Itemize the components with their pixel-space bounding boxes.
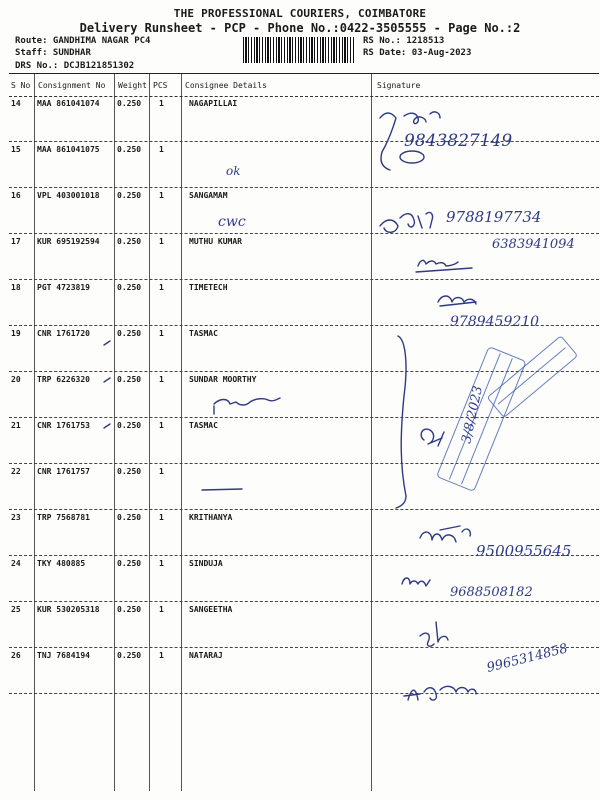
cell-consignment: TNJ 7684194 [37, 651, 90, 660]
table-header [9, 74, 599, 97]
cell-weight: 0.250 [117, 237, 142, 246]
cell-consignment: KUR 695192594 [37, 237, 100, 246]
drs-number: DRS No.: DCJB121851302 [15, 61, 135, 71]
table-row [9, 510, 599, 556]
cell-weight: 0.250 [117, 421, 142, 430]
cell-consignee: SANGEETHA [189, 605, 233, 614]
route-label: Route: GANDHIMA NAGAR PC4 [15, 36, 151, 46]
cell-pcs: 1 [159, 651, 164, 660]
barcode [243, 37, 355, 63]
handwritten-note-16: cwc [218, 214, 246, 230]
cell-sno: 23 [11, 513, 21, 522]
cell-consignment: KUR 530205318 [37, 605, 100, 614]
cell-weight: 0.250 [117, 191, 142, 200]
col-consignee: Consignee Details [185, 81, 267, 90]
cell-weight: 0.250 [117, 651, 142, 660]
col-consignment: Consignment No [38, 81, 106, 90]
cell-sno: 19 [11, 329, 21, 338]
cell-sno: 22 [11, 467, 21, 476]
cell-consignee: NATARAJ [189, 651, 223, 660]
cell-pcs: 1 [159, 421, 164, 430]
table-row [9, 280, 599, 326]
cell-consignee: KRITHANYA [189, 513, 233, 522]
cell-consignment: PGT 4723819 [37, 283, 90, 292]
handwritten-phone-24: 9688508182 [450, 585, 533, 600]
cell-pcs: 1 [159, 513, 164, 522]
cell-sno: 21 [11, 421, 21, 430]
cell-consignee: TIMETECH [189, 283, 228, 292]
table-row [9, 556, 599, 602]
table-row [9, 418, 599, 464]
cell-pcs: 1 [159, 283, 164, 292]
cell-pcs: 1 [159, 191, 164, 200]
cell-pcs: 1 [159, 329, 164, 338]
col-weight: Weight [118, 81, 147, 90]
cell-consignee: NAGAPILLAI [189, 99, 238, 108]
cell-weight: 0.250 [117, 283, 142, 292]
cell-consignment: CNR 1761757 [37, 467, 90, 476]
table-row [9, 464, 599, 510]
cell-weight: 0.250 [117, 375, 142, 384]
handwritten-phone-16: 9788197734 [446, 208, 542, 226]
table-row [9, 188, 599, 234]
cell-pcs: 1 [159, 145, 164, 154]
table-row [9, 372, 599, 418]
cell-consignee: SINDUJA [189, 559, 223, 568]
table-row [9, 648, 599, 694]
table-row [9, 326, 599, 372]
cell-pcs: 1 [159, 375, 164, 384]
cell-consignee: MUTHU KUMAR [189, 237, 242, 246]
table-row [9, 142, 599, 188]
cell-sno: 18 [11, 283, 21, 292]
handwritten-phone-26: 9965314858 [485, 641, 570, 676]
cell-consignment: MAA 861041075 [37, 145, 100, 154]
cell-pcs: 1 [159, 99, 164, 108]
cell-consignee: TASMAC [189, 329, 218, 338]
cell-sno: 20 [11, 375, 21, 384]
runsheet-title: Delivery Runsheet - PCP - Phone No.:0422-3505555 - Page No.:2 [79, 21, 521, 35]
cell-consignment: TRP 7568781 [37, 513, 90, 522]
handwritten-phone-17: 6383941094 [492, 237, 575, 252]
rs-number: RS No.: 1218513 [363, 36, 445, 46]
cell-consignee: TASMAC [189, 421, 218, 430]
cell-sno: 25 [11, 605, 21, 614]
table-row [9, 234, 599, 280]
table-row [9, 96, 599, 142]
rs-date: RS Date: 03-Aug-2023 [363, 48, 472, 58]
handwritten-date-21: 3/8/2023 [459, 384, 487, 445]
cell-sno: 24 [11, 559, 21, 568]
cell-consignee: SANGAMAM [189, 191, 228, 200]
cell-pcs: 1 [159, 467, 164, 476]
handwritten-phone-18: 9789459210 [450, 314, 540, 330]
cell-consignee: SUNDAR MOORTHY [189, 375, 257, 384]
cell-consignment: MAA 861041074 [37, 99, 100, 108]
col-signature: Signature [377, 81, 421, 90]
cell-weight: 0.250 [117, 99, 142, 108]
cell-weight: 0.250 [117, 145, 142, 154]
cell-consignment: CNR 1761720 [37, 329, 90, 338]
cell-weight: 0.250 [117, 467, 142, 476]
cell-consignment: TKY 480885 [37, 559, 86, 568]
cell-weight: 0.250 [117, 513, 142, 522]
cell-weight: 0.250 [117, 329, 142, 338]
cell-weight: 0.250 [117, 559, 142, 568]
col-sno: S No [11, 81, 31, 90]
company-name: THE PROFESSIONAL COURIERS, COIMBATORE [173, 7, 427, 20]
table-row [9, 602, 599, 648]
cell-sno: 14 [11, 99, 21, 108]
handwritten-phone-14: 9843827149 [404, 131, 513, 151]
cell-sno: 26 [11, 651, 21, 660]
handwritten-note-15: ok [226, 164, 241, 178]
cell-pcs: 1 [159, 237, 164, 246]
cell-sno: 17 [11, 237, 21, 246]
cell-weight: 0.250 [117, 605, 142, 614]
handwritten-phone-23: 9500955645 [476, 542, 572, 560]
staff-label: Staff: SUNDHAR [15, 48, 91, 58]
cell-consignment: TRP 6226320 [37, 375, 90, 384]
cell-sno: 15 [11, 145, 21, 154]
col-pcs: PCS [153, 81, 168, 90]
cell-pcs: 1 [159, 559, 164, 568]
delivery-table [9, 73, 599, 791]
cell-sno: 16 [11, 191, 21, 200]
cell-consignment: CNR 1761753 [37, 421, 90, 430]
cell-consignment: VPL 403001018 [37, 191, 100, 200]
cell-pcs: 1 [159, 605, 164, 614]
